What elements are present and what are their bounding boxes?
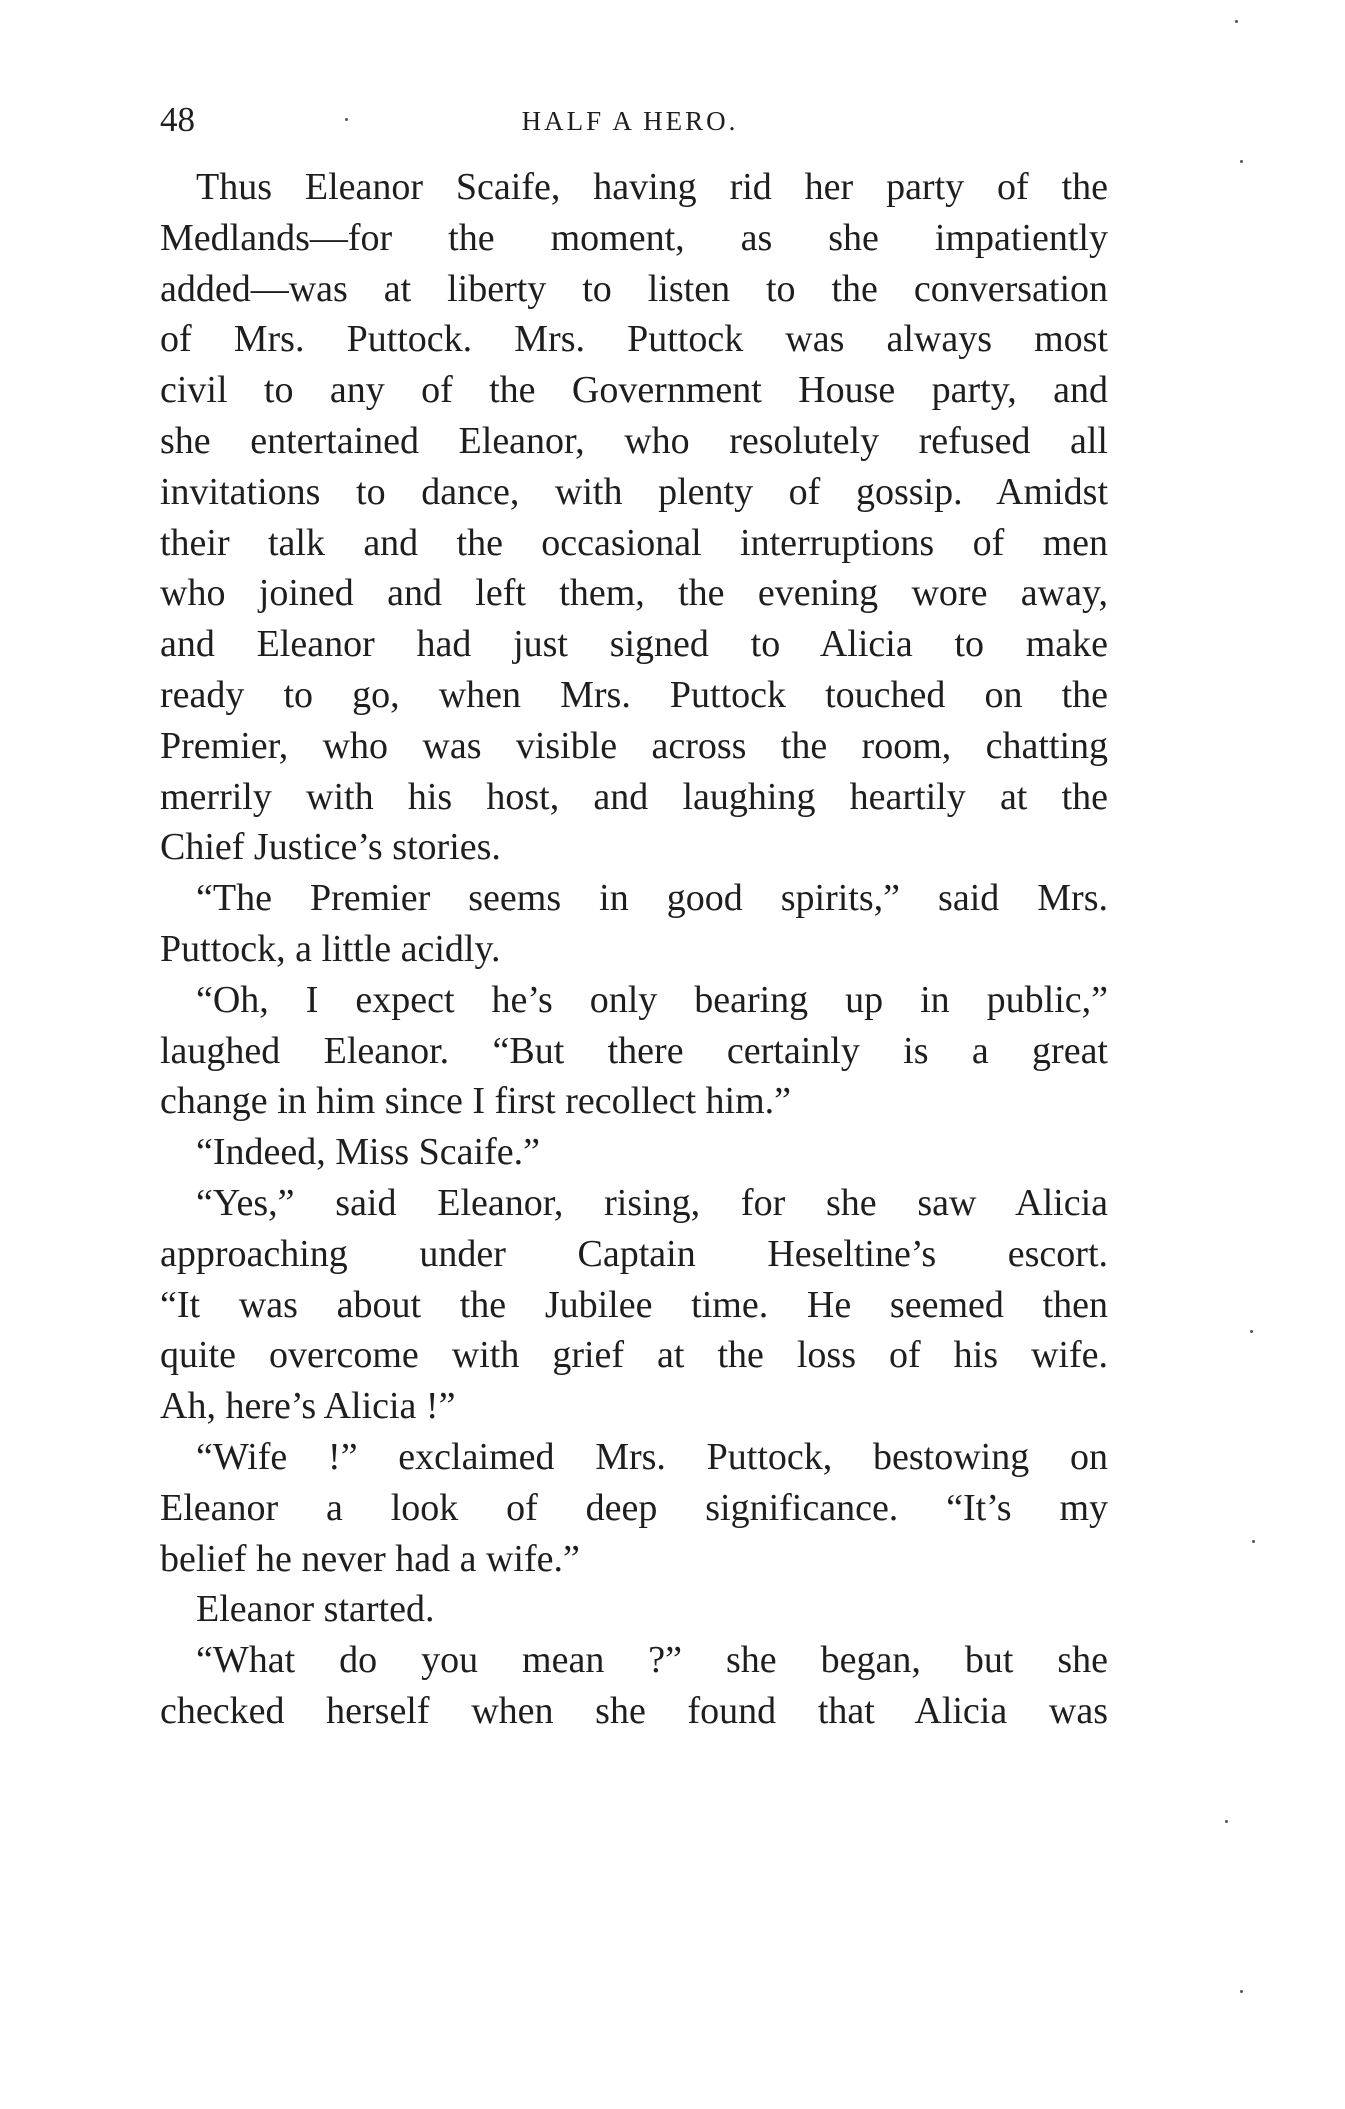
text-line: who joined and left them, the evening wore away,	[160, 572, 1108, 615]
text-line: “Oh, I expect he’s only bearing up in public,”	[196, 978, 1108, 1021]
text-line: Ah, here’s Alicia !”	[160, 1385, 456, 1428]
text-line: civil to any of the Government House party, and	[160, 369, 1108, 412]
text-line: and Eleanor had just signed to Alicia to make	[160, 623, 1108, 666]
text-line: Eleanor started.	[196, 1588, 435, 1631]
text-line: belief he never had a wife.”	[160, 1537, 580, 1580]
print-speck	[345, 118, 348, 121]
text-line: Puttock, a little acidly.	[160, 927, 501, 970]
body-text	[160, 162, 1108, 1737]
text-line: “The Premier seems in good spirits,” said Mrs.	[196, 877, 1108, 920]
print-speck	[1240, 160, 1243, 163]
text-line: Eleanor a look of deep significance. “It’s my	[160, 1486, 1108, 1529]
text-line: laughed Eleanor. “But there certainly is a great	[160, 1029, 1108, 1072]
print-speck	[1235, 20, 1238, 23]
text-line: “Indeed, Miss Scaife.”	[196, 1131, 540, 1174]
text-line: of Mrs. Puttock. Mrs. Puttock was always most	[160, 318, 1108, 361]
text-line: “Yes,” said Eleanor, rising, for she saw Alicia	[196, 1181, 1108, 1224]
print-speck	[1252, 1540, 1255, 1543]
print-speck	[1250, 1330, 1253, 1333]
text-line: “What do you mean ?” she began, but she	[196, 1639, 1108, 1682]
text-line: merrily with his host, and laughing heartily at the	[160, 775, 1108, 818]
text-line: Premier, who was visible across the room, chatting	[160, 724, 1108, 767]
text-line: “It was about the Jubilee time. He seemed then	[160, 1283, 1108, 1326]
page-header	[160, 100, 1100, 150]
text-line: invitations to dance, with plenty of gossip. Amidst	[160, 470, 1108, 513]
page-number: 48	[160, 100, 195, 139]
text-line: Medlands—for the moment, as she impatiently	[160, 216, 1108, 259]
text-line: their talk and the occasional interruptions of men	[160, 521, 1108, 564]
text-line: ready to go, when Mrs. Puttock touched on the	[160, 673, 1108, 716]
running-title: HALF A HERO.	[521, 106, 739, 136]
text-line: Thus Eleanor Scaife, having rid her party of the	[196, 166, 1108, 208]
text-line: approaching under Captain Heseltine’s escort.	[160, 1232, 1108, 1275]
text-line: she entertained Eleanor, who resolutely refused all	[160, 419, 1108, 462]
text-line: “Wife !” exclaimed Mrs. Puttock, bestowing on	[196, 1435, 1108, 1478]
text-line: added—was at liberty to listen to the conversation	[160, 267, 1108, 310]
text-line: quite overcome with grief at the loss of his wife.	[160, 1334, 1108, 1377]
text-line: checked herself when she found that Alicia was	[160, 1689, 1108, 1732]
text-line: Chief Justice’s stories.	[160, 826, 501, 869]
print-speck	[1225, 1820, 1228, 1823]
text-line: change in him since I first recollect him.”	[160, 1080, 791, 1123]
print-speck	[1240, 1990, 1243, 1993]
